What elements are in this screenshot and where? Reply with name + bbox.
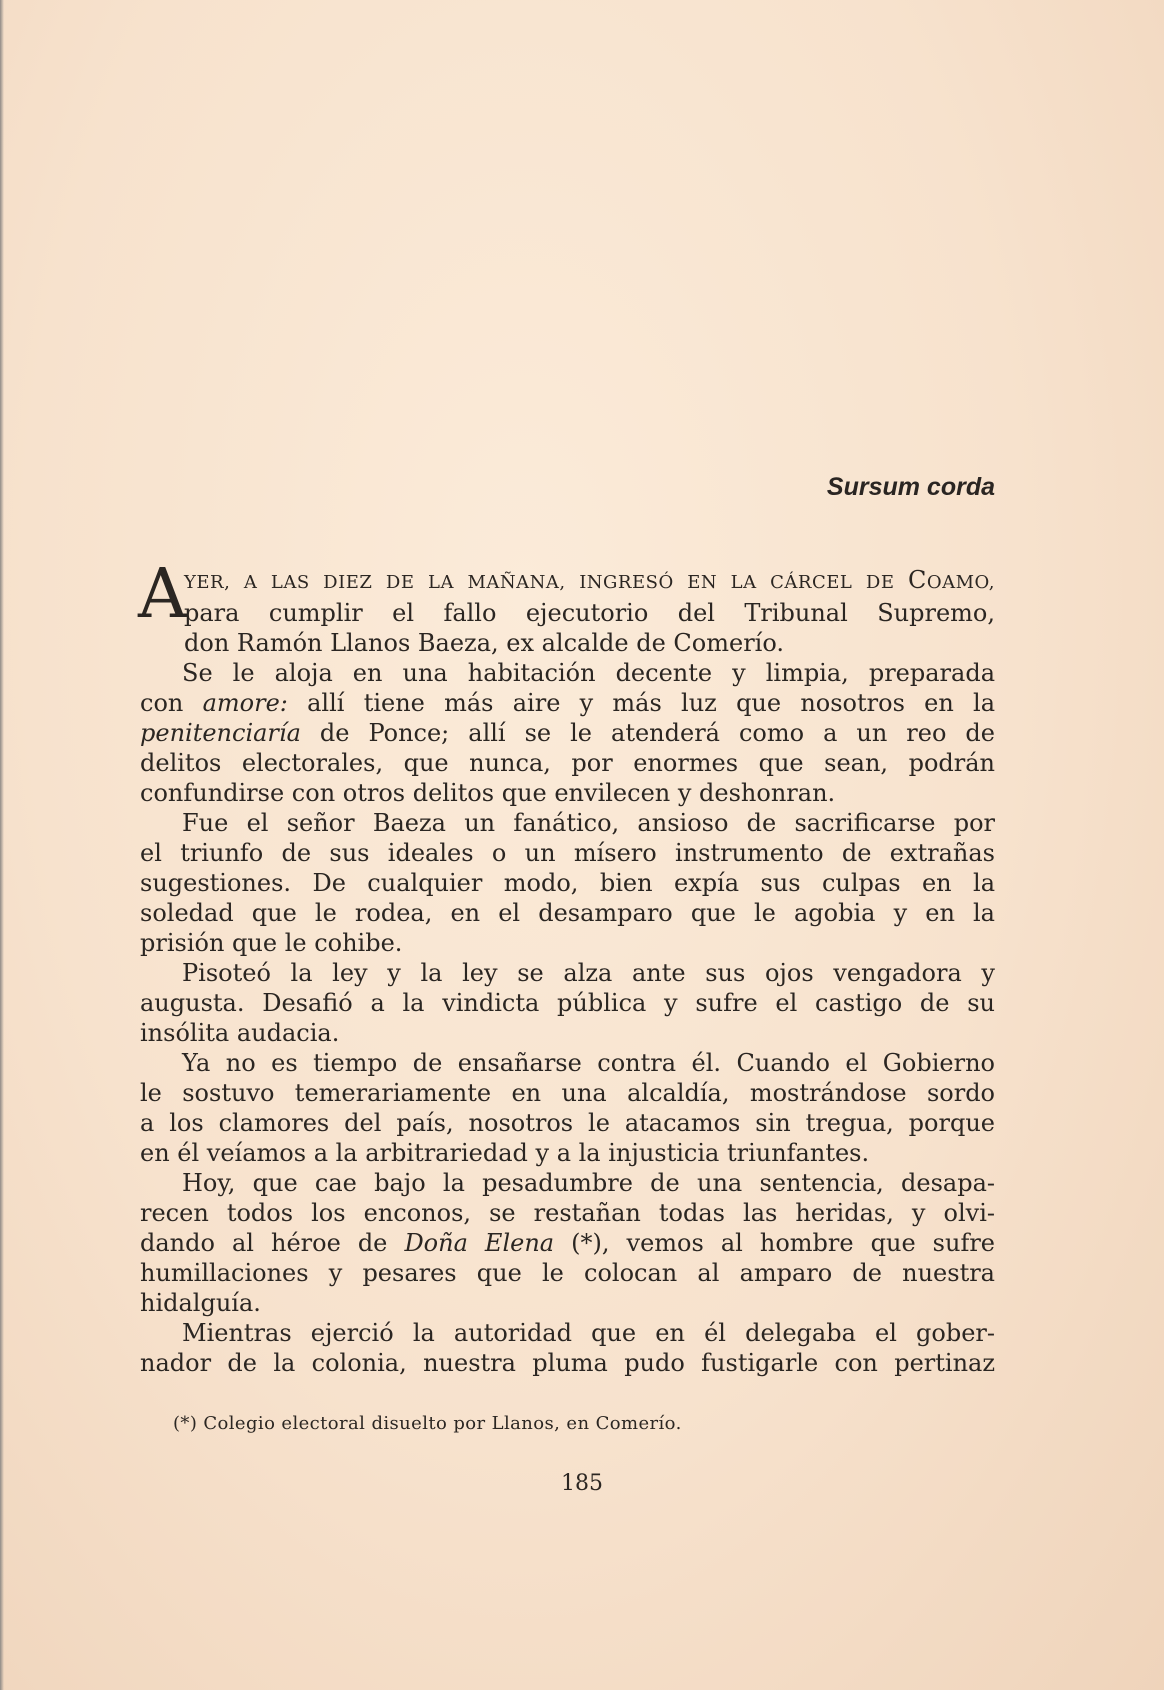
text-line: sugestiones. De cualquier modo, bien expía sus culpas en la [140, 869, 995, 897]
text-line: Fue el señor Baeza un fanático, ansioso de sacrificarse por [182, 809, 995, 837]
text-line: confundirse con otros delitos que envilecen y deshonran. [140, 779, 836, 807]
text-line: el triunfo de sus ideales o un mísero instrumento de extrañas [140, 839, 995, 867]
text-line: delitos electorales, que nunca, por enormes que sean, podrán [140, 749, 995, 777]
paragraph-2 [140, 658, 995, 808]
text-line: para cumplir el fallo ejecutorio del Tribunal Supremo, [184, 599, 995, 627]
article-body [138, 555, 996, 1378]
text-line: don Ramón Llanos Baeza, ex alcalde de Comerío. [184, 629, 784, 657]
text-line: Ya no es tiempo de ensañarse contra él. Cuando el Gobierno [182, 1049, 995, 1077]
text-line: nador de la colonia, nuestra pluma pudo fustigarle con pertinaz [140, 1349, 995, 1377]
text-line: hidalguía. [140, 1289, 261, 1317]
page-number: 185 [561, 1471, 603, 1496]
text-line: insólita audacia. [140, 1019, 340, 1047]
text-line: recen todos los enconos, se restañan todas las heridas, y olvi- [140, 1199, 995, 1227]
page-edge-shadow [0, 0, 4, 1690]
text-line: YER, A LAS DIEZ DE LA MAÑANA, INGRESÓ EN LA CÁRCEL DE COAMO, [184, 566, 995, 594]
text-line: soledad que le rodea, en el desamparo que le agobia y en la [140, 899, 995, 927]
text-line: prisión que le cohibe. [140, 929, 403, 957]
paragraph-4 [140, 958, 995, 1048]
article-title: Sursum corda [826, 473, 995, 501]
text-line: penitenciaría de Ponce; allí se le atenderá como a un reo de [140, 719, 995, 747]
text-line: Mientras ejerció la autoridad que en él delegaba el gober- [182, 1319, 995, 1347]
text-line: le sostuvo temerariamente en una alcaldía, mostrándose sordo [140, 1079, 995, 1107]
paragraph-7 [140, 1318, 995, 1378]
footnote: (*) Colegio electoral disuelto por Llanos, en Comerío. [173, 1413, 682, 1434]
paragraph-3 [140, 808, 995, 958]
text-line: en él veíamos a la arbitrariedad y a la injusticia triunfantes. [140, 1139, 870, 1167]
text-line: Hoy, que cae bajo la pesadumbre de una sentencia, desapa- [182, 1169, 995, 1197]
text-line: dando al héroe de Doña Elena (*), vemos al hombre que sufre [140, 1229, 996, 1257]
drop-cap: A [138, 555, 188, 634]
text-line: Se le aloja en una habitación decente y limpia, preparada [182, 659, 995, 687]
text-line: humillaciones y pesares que le colocan al amparo de nuestra [140, 1259, 995, 1287]
text-line: augusta. Desafió a la vindicta pública y sufre el castigo de su [140, 989, 995, 1017]
paragraph-6 [140, 1168, 995, 1318]
paragraph-5 [140, 1048, 995, 1168]
paragraph-1 [138, 555, 995, 658]
text-line: con amore: allí tiene más aire y más luz que nosotros en la [140, 689, 995, 717]
text-line: a los clamores del país, nosotros le atacamos sin tregua, porque [140, 1109, 995, 1137]
text-line: Pisoteó la ley y la ley se alza ante sus ojos vengadora y [182, 959, 995, 987]
